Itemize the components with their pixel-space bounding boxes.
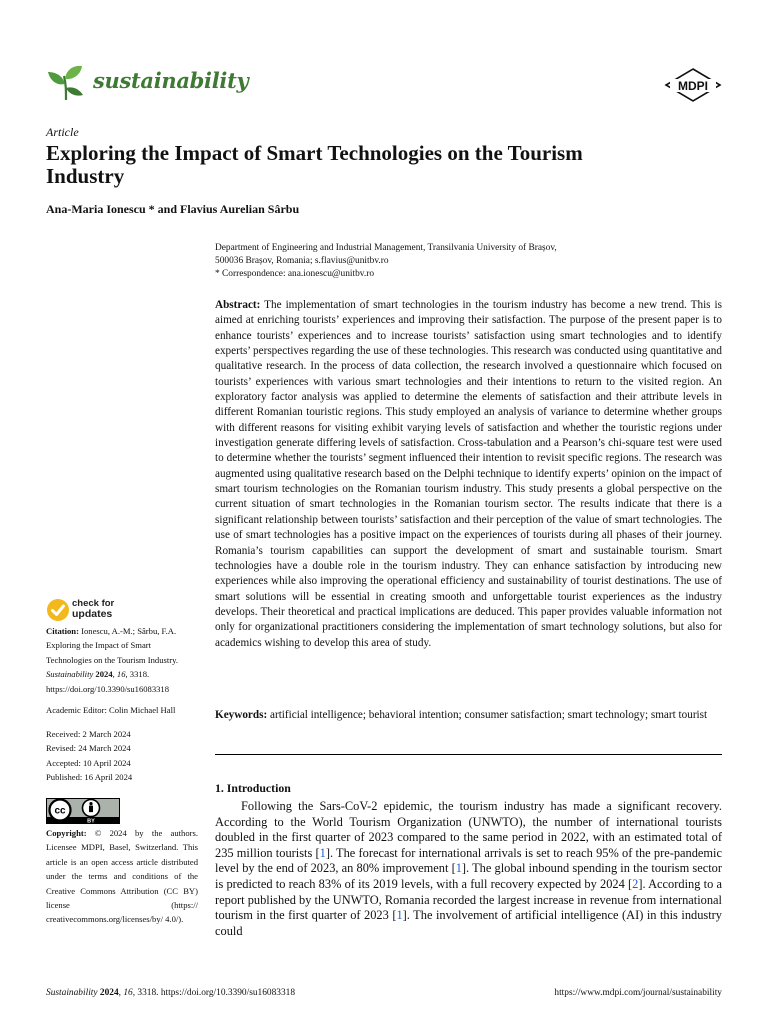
check-label-line: updates xyxy=(72,608,113,620)
article-title: Exploring the Impact of Smart Technologies on the Tourism Industry xyxy=(46,141,583,188)
reference-link[interactable]: 2 xyxy=(632,876,639,891)
footer-citation: Sustainability 2024, 16, 3318. https://doi.org/10.3390/su16083318 xyxy=(46,988,296,998)
citation-label: Citation: xyxy=(46,626,79,636)
article-type: Article xyxy=(46,125,79,139)
affiliation-line: Department of Engineering and Industrial Management, Transilvania University of Brașov, xyxy=(215,243,557,253)
footer-year: 2024 xyxy=(99,988,119,998)
by-text: BY xyxy=(87,818,95,824)
sustainability-logo-icon xyxy=(46,62,86,102)
abstract xyxy=(215,298,722,651)
keywords-label: Keywords: xyxy=(215,709,268,721)
intro-text: Following the Sars-CoV-2 epidemic, the tourism industry has made a significant recovery. According to the World Tourism Organization (UNWTO), the number of international tourists doubled in the first quarter of 2023 compared to the same period in 2022, with an estimated total of 235 million tourists [ xyxy=(215,799,722,860)
check-label-line: check for xyxy=(72,598,115,609)
citation-doi[interactable]: , 3318. https://doi.org/10.3390/su16083318 xyxy=(46,669,170,694)
copyright xyxy=(46,826,198,927)
intro-paragraph xyxy=(215,799,722,939)
journal-name[interactable]: sustainability xyxy=(93,68,249,93)
check-badge-icon xyxy=(46,598,70,622)
intro-text: ]. The forecast for international arrivals is set to reach 95% of the pre-pandemic level by the end of 2023, an 80% improvement [ xyxy=(215,845,722,876)
academic-editor: Academic Editor: Colin Michael Hall xyxy=(46,705,176,715)
check-for-updates-label xyxy=(72,599,114,619)
footer-journal-url[interactable]: https://www.mdpi.com/journal/sustainability xyxy=(554,988,722,998)
copyright-text: © 2024 by the authors. Licensee MDPI, Basel, Switzerland. This article is an open access article distributed under the terms and conditions of the Creative Commons Attribution (CC BY) license (https:// creativecommons.org/licenses/by/ 4.0/). xyxy=(46,828,198,925)
citation-journal: Sustainability xyxy=(46,669,94,680)
footer-volume: 16 xyxy=(123,988,133,998)
date-published: Published: 16 April 2024 xyxy=(46,772,133,783)
footer-journal: Sustainability xyxy=(46,988,98,998)
intro-text: ]. The involvement of artificial intelligence (AI) in this industry could xyxy=(215,908,723,938)
section-heading: 1. Introduction xyxy=(215,781,291,795)
correspondence: * Correspondence: ana.ionescu@unitbv.ro xyxy=(215,269,375,279)
date-accepted: Accepted: 10 April 2024 xyxy=(46,757,131,768)
reference-link[interactable]: 1 xyxy=(319,845,326,860)
cc-by-license-icon[interactable] xyxy=(46,798,120,824)
publication-dates xyxy=(46,727,198,785)
mdpi-logo-icon[interactable] xyxy=(664,68,722,102)
intro-text: ]. According to a report published by the UNWTO, Romania recorded the largest increase in revenue from international tourism in the first quarter of 2023 [ xyxy=(215,876,722,923)
date-revised: Revised: 24 March 2024 xyxy=(46,743,131,754)
svg-text:MDPI: MDPI xyxy=(678,79,708,93)
cc-text: cc xyxy=(54,805,66,817)
abstract-text: The implementation of smart technologies in the tourism industry has become a new trend. This is aimed at enriching tourists’ experiences and improving their satisfaction. The purpose of the present paper is to enhance tourists’ experiences and to increase tourists’ satisfaction using smart technologies and to identify experts’ perspectives regarding the use of these technologies. This research was conducted using quantitative and qualitative research. In the process of data collection, the research involved a questionnaire which focused on tourists’ experiences with various smart technologies and their intentions to return to the visited region. An exploratory factor analysis was applied to determine the elements of satisfaction and their attribute levels in different Romanian touristic regions. This study employed an analysis of variance to determine whether groups with different reasons for visiting exhibit varying levels of satisfaction and whether the touristic regions under investigation generate differing levels of satisfaction. Cross-tabulation and a Pearson’s chi-square test were used to determine whether the tourists’ segment influenced their intention to revisit specific regions. The research was augmented using qualitative research based on the Delphi technique to identify experts’ opinion on the impact of smart tourism technologies on the Romanian tourism industry. This study presents a global perspective on the current situation of smart technologies in the Romanian tourism sector. The results indicate that there is a significant relationship between tourists’ satisfaction and their perception of the value of smart technologies. The use of smart technologies has a positive impact on the experiences of tourists during all phases of their journey. Romania’s tourism capabilities can support the development of smart and sustainable tourism. Smart technologies have a double role in the tourism industry. They can enhance satisfaction by introducing new experiences while also improving the operational efficiency and sustainability of tourist destinations. The use of smart solutions will be essential in creating smooth and unforgettable tourist experiences as the industry develops. Their theoretical and practical implications are deduced. This paper provides valuable information not only for organizational practitioners considering the implementation of smart technology solutions, but also for academics wishing to develop this area of study. xyxy=(215,299,722,649)
citation-text: Ionescu, A.-M.; Sârbu, F.A. Exploring the Impact of Smart Technologies on the Tourism Industry. xyxy=(46,626,178,665)
affiliation xyxy=(215,242,725,281)
copyright-label: Copyright: xyxy=(46,828,87,838)
abstract-label: Abstract: xyxy=(215,299,261,311)
check-for-updates-button[interactable] xyxy=(46,598,176,624)
keywords xyxy=(215,708,722,723)
affiliation-line: 500036 Brașov, Romania; s.flavius@unitbv.ro xyxy=(215,256,389,266)
reference-link[interactable]: 1 xyxy=(455,861,462,876)
citation-volume: 16 xyxy=(116,669,126,680)
divider xyxy=(215,754,722,755)
footer-doi-link[interactable]: , 3318. https://doi.org/10.3390/su16083318 xyxy=(132,988,296,998)
keywords-text: artificial intelligence; behavioral intention; consumer satisfaction; smart technology; smart tourist xyxy=(270,709,708,721)
citation-year: 2024 xyxy=(95,669,113,680)
date-received: Received: 2 March 2024 xyxy=(46,729,131,739)
reference-link[interactable]: 1 xyxy=(396,908,403,923)
authors: Ana-Maria Ionescu * and Flavius Aurelian Sârbu xyxy=(46,202,300,216)
intro-text: ]. The global inbound spending in the tourism sector is predicted to reach 83% of its 2019 levels, with a full recovery expected by 2024 [ xyxy=(215,861,722,891)
citation: Citation: Ionescu, A.-M.; Sârbu, F.A. Exploring the Impact of Smart Technologies on the Tourism Industry. Sustainability 2024, 16, 3318. https://doi.org/10.3390/su16083318 xyxy=(46,626,178,694)
